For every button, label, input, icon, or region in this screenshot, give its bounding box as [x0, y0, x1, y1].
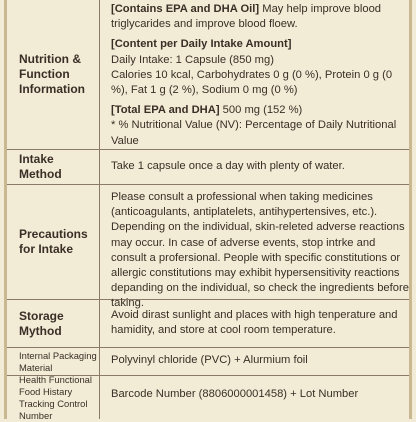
total-heading: [Total EPA and DHA]: [111, 104, 220, 117]
table-row-precautions: [7, 185, 409, 310]
nv-note: * % Nutritional Value (NV): Percentage of Daily Nutritional Value: [111, 119, 397, 147]
total-value: 500 mg (152 %): [222, 104, 303, 117]
right-border: [409, 0, 412, 419]
row-label-nutrition: [7, 0, 99, 149]
row-label-tracking: [7, 373, 99, 421]
epa-dha-heading: [Contains EPA and DHA Oil]: [111, 3, 260, 15]
row-label-intake-method: [7, 149, 99, 184]
nutrition-label: Nutrition & Function Information: [19, 52, 85, 96]
precautions-text: Please consult a professional when taking medicines (anticoagulants, antiplatelets, antihypertensives, etc.). Depending on the individual, skin-releted adverse reactions may occur. In case of adverse events, stop intrke and consult a profersional. People with specific constitutions or allergic constitutions may exhibit hypersensitivity reactions depanding on the individual, so check the ingredients before taking.: [111, 191, 409, 310]
intake-line-1: Daily Intake: 1 Capsule (850 mg): [111, 53, 274, 66]
table-row-intake-method: [7, 149, 409, 185]
row-label-packaging: [7, 348, 99, 375]
intake-method-text: Take 1 capsule once a day with plenty of water.: [111, 160, 345, 172]
packaging-label: Internal Packaging Material: [19, 349, 97, 373]
table-row-nutrition: [7, 0, 409, 150]
packaging-text: Polyvinyl chloride (PVC) + Alurmium foil: [111, 354, 308, 366]
epa-dha-paragraph: [111, 2, 409, 32]
total-paragraph: [111, 103, 409, 118]
epa-dha-text: May help improve blood triglycarides and improve blood floew.: [111, 3, 382, 31]
table-row-packaging: [7, 348, 409, 376]
tracking-label: Health Functional Food Histary Tracking Control Number: [19, 373, 92, 421]
intake-method-label: Intake Method: [19, 151, 62, 181]
precautions-label: Precautions for Intake: [19, 227, 88, 256]
row-label-precautions: [7, 185, 99, 299]
storage-text: Avoid dirast sunlight and places with high tenperature and hamidity, and store at cool room temperature.: [111, 309, 398, 337]
tracking-text: Barcode Number (8806000001458) + Lot Number: [111, 388, 359, 400]
row-label-storage: [7, 300, 99, 347]
intake-amount-heading: [Content per Daily Intake Amount]: [111, 38, 292, 51]
storage-label: Storage Mythod: [19, 308, 64, 338]
table-row-storage: [7, 300, 409, 348]
intake-line-2: Calories 10 kcal, Carbohydrates 0 g (0 %), Protein 0 g (0 %), Fat 1 g (2 %), Sodium 0 mg (0 %): [111, 68, 393, 97]
nutrition-content: [111, 2, 409, 149]
table-row-tracking: [7, 373, 409, 421]
